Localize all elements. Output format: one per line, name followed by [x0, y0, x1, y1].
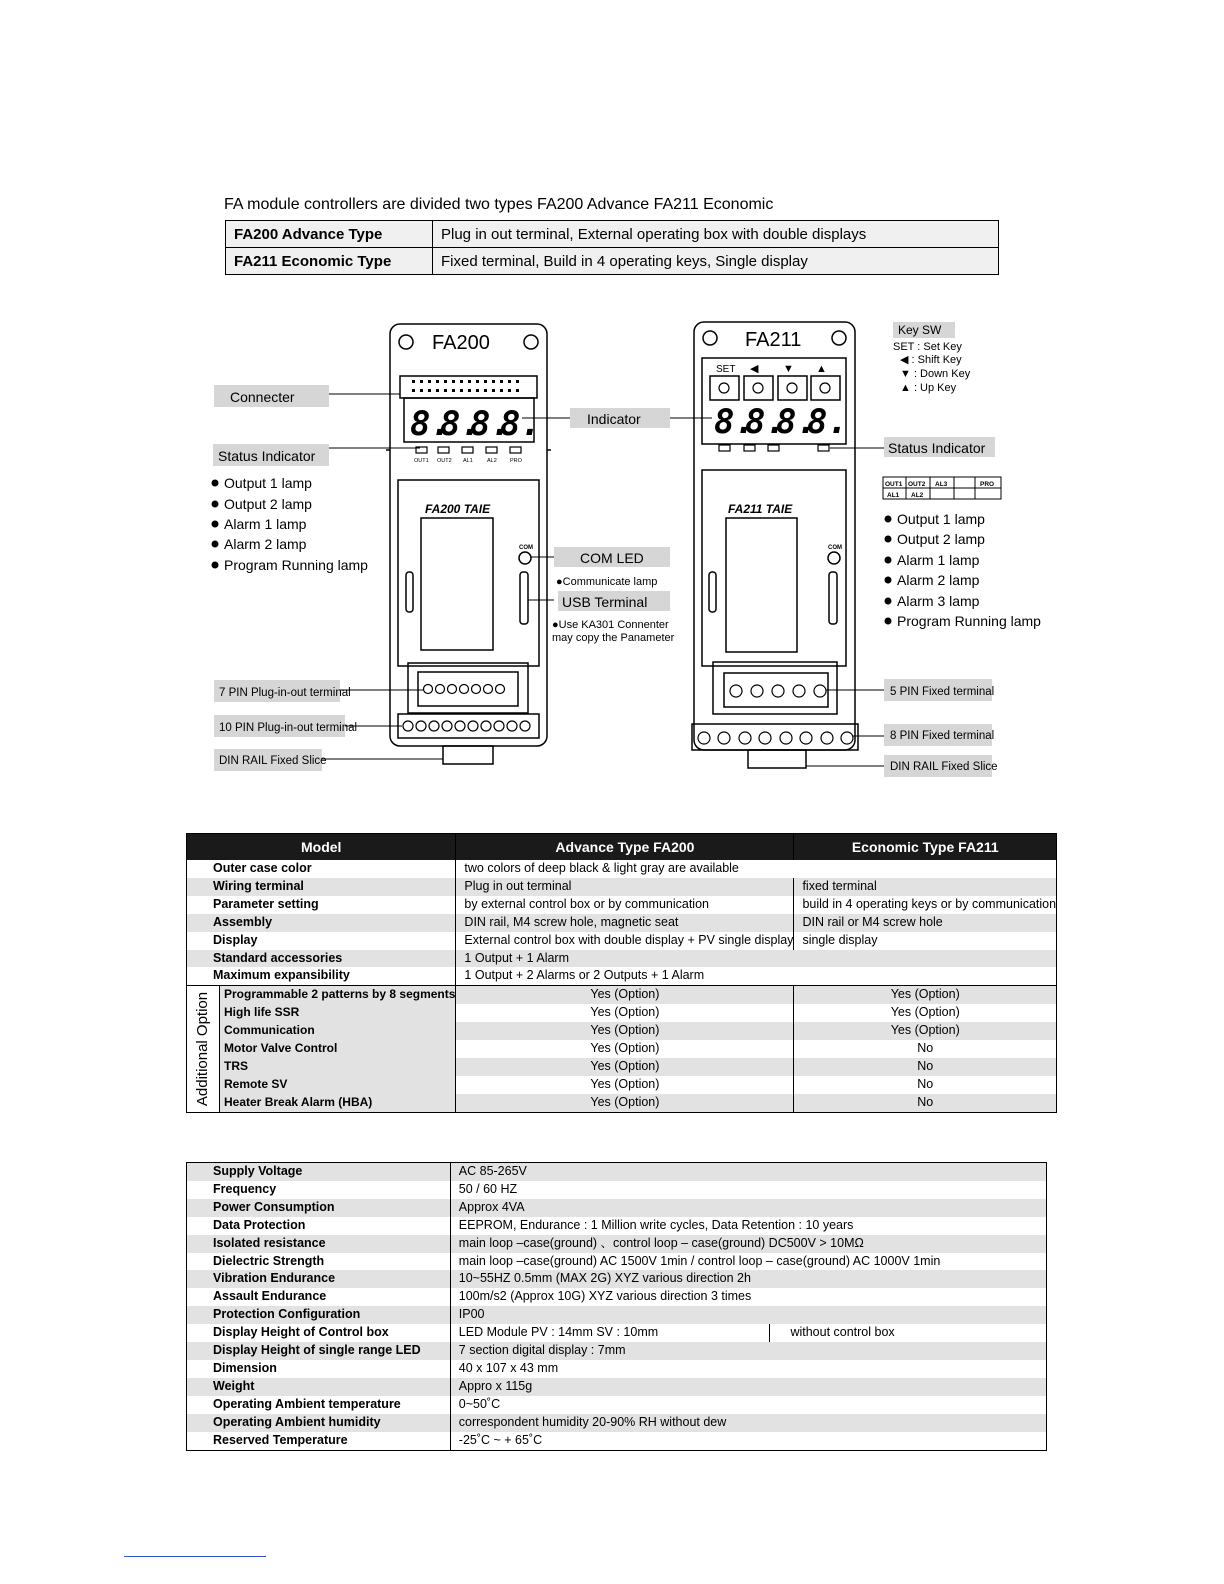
usb-note-2: may copy the Panameter: [552, 632, 675, 644]
digit: 8.: [470, 404, 511, 444]
option-fa200: Yes (Option): [456, 1022, 794, 1040]
lamp-item: Output 2 lamp: [224, 496, 312, 512]
spec-row: [187, 1181, 1047, 1199]
key-item: ▲ : Up Key: [900, 382, 957, 394]
spec-row: [187, 1306, 1047, 1324]
option-label: Remote SV: [224, 1076, 288, 1091]
down-key-mark: ▼: [783, 363, 794, 375]
spec-body: [187, 1163, 1047, 1451]
row-fa211: DIN rail or M4 screw hole: [794, 914, 1057, 932]
spec-label: Display Height of Control box: [213, 1325, 389, 1340]
lamp-code: OUT2: [437, 458, 452, 464]
option-label: High life SSR: [224, 1005, 300, 1020]
lamp-code: AL2: [487, 458, 497, 464]
table-row: [187, 878, 1057, 896]
lamp-code: PRO: [980, 481, 995, 488]
row-fa211: single display: [794, 932, 1057, 950]
spec-label: Display Height of single range LED: [187, 1342, 451, 1360]
option-fa200: Yes (Option): [456, 1040, 794, 1058]
digit: 8.: [410, 404, 451, 444]
table-row: [187, 860, 1057, 878]
shift-key-mark: ◀: [750, 363, 759, 375]
header-model: Model: [187, 834, 456, 861]
spec-row: [187, 1199, 1047, 1217]
row-fa200: External control box with double display + PV single display: [456, 932, 794, 950]
spec-value: main loop –case(ground) AC 1500V 1min / control loop – case(ground) AC 1000V 1min: [450, 1253, 1046, 1271]
spec-label: Supply Voltage: [187, 1163, 451, 1181]
spec-value: 100m/s2 (Approx 10G) XYZ various direction 3 times: [450, 1288, 1046, 1306]
spec-row: [187, 1235, 1047, 1253]
table-header: [187, 834, 1057, 861]
fa200-lamp-list: [212, 475, 369, 573]
spec-row: [187, 1360, 1047, 1378]
option-fa200: Yes (Option): [456, 1094, 794, 1112]
row-fa200: by external control box or by communication: [456, 896, 794, 914]
spec-value: 10~55HZ 0.5mm (MAX 2G) XYZ various direction 2h: [450, 1270, 1046, 1288]
fa200-din-label: DIN RAIL Fixed Slice: [219, 755, 327, 767]
option-label: Communication: [219, 1022, 455, 1040]
pin5-label: 5 PIN Fixed terminal: [890, 686, 995, 698]
row-fa211: fixed terminal: [794, 878, 1057, 896]
type-desc: Fixed terminal, Build in 4 operating keys, Single display: [433, 248, 999, 275]
intro-text: FA module controllers are divided two types FA200 Advance FA211 Economic: [224, 196, 774, 213]
key-item: ▼ : Down Key: [900, 368, 971, 380]
lamp-item: Alarm 1 lamp: [224, 516, 307, 532]
key-item: SET : Set Key: [893, 341, 962, 353]
spec-row: [187, 1253, 1047, 1271]
table-row: [187, 932, 1057, 950]
fa211-brand: FA211 TAIE: [728, 502, 793, 516]
fa200-brand: FA200 TAIE: [425, 502, 491, 516]
option-label: Heater Break Alarm (HBA): [219, 1094, 455, 1112]
digit: 8.: [807, 402, 848, 442]
lamp-item: Output 1 lamp: [897, 511, 985, 527]
key-sw-label: Key SW: [898, 323, 942, 337]
fa200-status-label: Status Indicator: [218, 448, 316, 464]
spec-label: Operating Ambient humidity: [187, 1414, 451, 1432]
spec-value: EEPROM, Endurance : 1 Million write cycles, Data Retention : 10 years: [450, 1217, 1046, 1235]
row-label: Standard accessories: [187, 950, 456, 968]
fa211-lamp-list: [885, 511, 1042, 629]
spec-row: [187, 1324, 1047, 1342]
lamp-code: PRO: [510, 458, 522, 464]
option-fa211: No: [794, 1040, 1057, 1058]
spec-row: [187, 1217, 1047, 1235]
spec-value: Appro x 115g: [450, 1378, 1046, 1396]
digit: 8.: [440, 404, 481, 444]
spec-row: [187, 1378, 1047, 1396]
spec-row: [187, 1270, 1047, 1288]
spec-value: main loop –case(ground) 、control loop – case(ground) DC500V > 10MΩ: [450, 1235, 1046, 1253]
fa200-display: [410, 404, 541, 444]
spec-label: Dimension: [213, 1360, 277, 1375]
spec-label: Dielectric Strength: [213, 1253, 325, 1268]
option-fa211: Yes (Option): [794, 1022, 1057, 1040]
lamp-code: OUT1: [885, 481, 903, 488]
fa211-display: [714, 402, 848, 442]
spec-value: 0~50˚C: [450, 1396, 1046, 1414]
digit: 8.: [776, 402, 817, 442]
spec-label: Weight: [187, 1378, 451, 1396]
spec-value: 7 section digital display : 7mm: [450, 1342, 1046, 1360]
row-label: Display: [213, 932, 258, 947]
spec-row: [187, 1163, 1047, 1181]
spec-value: IP00: [450, 1306, 1046, 1324]
connector-label: Connecter: [230, 389, 295, 405]
lamp-code: OUT2: [908, 481, 926, 488]
fa211-din-label: DIN RAIL Fixed Slice: [890, 761, 998, 773]
option-fa211: No: [794, 1094, 1057, 1112]
spec-row: [187, 1342, 1047, 1360]
com-mark: COM: [519, 545, 533, 551]
digit: 8.: [500, 404, 541, 444]
spec-label: Protection Configuration: [187, 1306, 451, 1324]
header-fa200: Advance Type FA200: [456, 834, 794, 861]
table-row: [187, 896, 1057, 914]
row-fa200: two colors of deep black & light gray are available: [456, 860, 1057, 878]
spec-label: Isolated resistance: [187, 1235, 451, 1253]
set-key-mark: SET: [716, 364, 736, 375]
indicator-label: Indicator: [587, 411, 641, 427]
row-fa200: DIN rail, M4 screw hole, magnetic seat: [456, 914, 794, 932]
spec-label: Power Consumption: [187, 1199, 451, 1217]
spec-value: correspondent humidity 20-90% RH without dew: [450, 1414, 1046, 1432]
row-label: Outer case color: [213, 861, 312, 875]
comparison-body: [187, 860, 1057, 1112]
option-group-cell: [187, 986, 456, 1112]
footer-rule: [124, 1556, 266, 1557]
option-fa211: No: [794, 1058, 1057, 1076]
row-fa200: 1 Output + 1 Alarm: [456, 950, 1057, 968]
row-label: Wiring terminal: [187, 878, 456, 896]
spec-label: Assault Endurance: [213, 1289, 327, 1304]
lamp-item: Output 1 lamp: [224, 475, 312, 491]
spec-value: -25˚C ~ + 65˚C: [450, 1432, 1046, 1450]
com-note: ●Communicate lamp: [556, 576, 658, 588]
lamp-item: Alarm 1 lamp: [897, 552, 980, 568]
option-row: [187, 986, 1057, 1004]
comparison-table: [186, 833, 1057, 1113]
spec-label: Operating Ambient temperature: [213, 1396, 401, 1411]
row-label: Parameter setting: [213, 896, 319, 911]
option-label: Programmable 2 patterns by 8 segments: [219, 986, 455, 1004]
spec-value: Approx 4VA: [450, 1199, 1046, 1217]
fa211-title: FA211: [745, 329, 802, 351]
spec-value: 40 x 107 x 43 mm: [450, 1360, 1046, 1378]
option-fa211: Yes (Option): [794, 986, 1057, 1004]
lamp-code: AL2: [911, 492, 924, 499]
spec-row: [187, 1432, 1047, 1450]
spec-value: AC 85-265V: [450, 1163, 1046, 1181]
spec-label: Reserved Temperature: [213, 1432, 348, 1447]
key-list: [893, 341, 971, 394]
fa211-status-label: Status Indicator: [888, 440, 986, 456]
pin7-label: 7 PIN Plug-in-out terminal: [219, 687, 351, 699]
table-row: [187, 967, 1057, 985]
option-fa200: Yes (Option): [456, 1076, 794, 1094]
option-fa200: Yes (Option): [456, 1058, 794, 1076]
spec-row: [187, 1288, 1047, 1306]
usb-terminal-label: USB Terminal: [562, 594, 648, 610]
lamp-code: AL3: [935, 481, 948, 488]
option-title-cell: [187, 986, 220, 1111]
pin10-label: 10 PIN Plug-in-out terminal: [219, 722, 358, 734]
lamp-code: OUT1: [414, 458, 429, 464]
row-fa211: build in 4 operating keys or by communication: [794, 896, 1057, 914]
spec-value: 50 / 60 HZ: [450, 1181, 1046, 1199]
row-label: Assembly: [187, 914, 456, 932]
type-name: FA211 Economic Type: [226, 248, 433, 275]
lamp-code: AL1: [463, 458, 473, 464]
table-row: [187, 914, 1057, 932]
digit: 8.: [714, 402, 755, 442]
option-label-stack: [219, 986, 455, 1111]
option-fa200: Yes (Option): [456, 1004, 794, 1022]
row-label: Maximum expansibility: [213, 968, 350, 983]
spec-label: Vibration Endurance: [187, 1270, 451, 1288]
table-row: [187, 950, 1057, 968]
option-fa211: No: [794, 1076, 1057, 1094]
row-fa200: 1 Output + 2 Alarms or 2 Outputs + 1 Alarm: [456, 967, 1057, 985]
spec-table: [186, 1162, 1047, 1451]
up-key-mark: ▲: [816, 363, 827, 375]
option-label: Motor Valve Control: [224, 1041, 338, 1056]
lamp-item: Program Running lamp: [897, 613, 1041, 629]
usb-note-1: ●Use KA301 Connenter: [552, 619, 669, 631]
type-desc: Plug in out terminal, External operating box with double displays: [433, 221, 999, 248]
option-fa200: Yes (Option): [456, 986, 794, 1004]
lamp-code: AL1: [887, 492, 900, 499]
spec-extra: without control box: [770, 1324, 1047, 1342]
pin8-label: 8 PIN Fixed terminal: [890, 730, 995, 742]
digit: 8.: [745, 402, 786, 442]
lamp-item: Alarm 3 lamp: [897, 593, 980, 609]
spec-row: [187, 1414, 1047, 1432]
key-item: ◀ : Shift Key: [900, 354, 962, 366]
lamp-item: Output 2 lamp: [897, 531, 985, 547]
spec-label: Data Protection: [213, 1217, 306, 1232]
type-name: FA200 Advance Type: [226, 221, 433, 248]
com-mark: COM: [828, 545, 842, 551]
option-title: Additional Option: [194, 991, 212, 1107]
lamp-item: Program Running lamp: [224, 557, 368, 573]
spec-row: [187, 1396, 1047, 1414]
lamp-item: Alarm 2 lamp: [224, 536, 307, 552]
header-fa211: Economic Type FA211: [794, 834, 1057, 861]
spec-value: LED Module PV : 14mm SV : 10mm: [450, 1324, 770, 1342]
lamp-item: Alarm 2 lamp: [897, 572, 980, 588]
row-fa200: Plug in out terminal: [456, 878, 794, 896]
com-led-label: COM LED: [580, 550, 644, 566]
option-label: TRS: [219, 1058, 455, 1076]
fa200-title: FA200: [432, 332, 490, 354]
option-fa211: Yes (Option): [794, 1004, 1057, 1022]
spec-label: Frequency: [213, 1181, 277, 1196]
